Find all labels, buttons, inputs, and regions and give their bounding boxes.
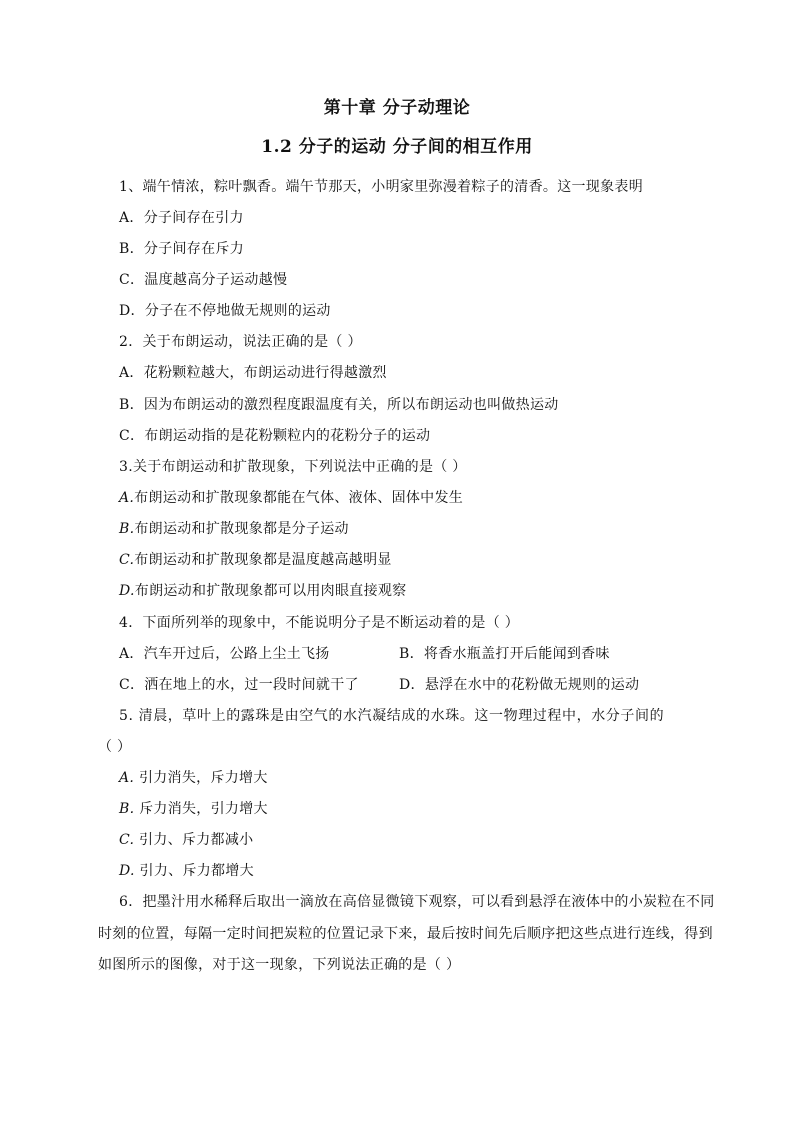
question-3-option-b [119,518,349,538]
question-2-option-a: A．花粉颗粒越大，布朗运动进行得越激烈 [119,365,387,381]
question-2-stem: 2．关于布朗运动，说法正确的是（ ） [119,334,362,350]
question-5-option-a [119,767,268,787]
question-4-stem: 4．下面所列举的现象中，不能说明分子是不断运动着的是（ ） [119,615,520,631]
question-2-option-b: B．因为布朗运动的激烈程度跟温度有关，所以布朗运动也叫做热运动 [119,397,559,413]
question-5-option-c [119,829,253,849]
question-3-option-d [119,580,406,600]
question-5-option-b [119,798,268,818]
question-3-stem: 3.关于布朗运动和扩散现象，下列说法中正确的是（ ） [119,459,467,475]
question-1-stem: 1、端午情浓，粽叶飘香。端午节那天，小明家里弥漫着粽子的清香。这一现象表明 [119,179,644,195]
question-5-stem: 5. 清晨，草叶上的露珠是由空气的水汽凝结成的水珠。这一物理过程中，水分子间的 [119,708,665,724]
question-3-option-c [119,549,392,569]
question-6-stem-continued-1: 时刻的位置，每隔一定时间把炭粒的位置记录下来，最后按时间先后顺序把这些点进行连线，得到 [98,926,713,942]
option-letter: B. [119,521,135,537]
option-letter: C. [119,832,135,848]
option-text: 引力、斥力都增大 [139,863,254,879]
option-letter: B. [119,801,135,817]
option-text: 引力消失，斥力增大 [138,770,268,786]
question-4-option-a: A．汽车开过后，公路上尘土飞扬 [119,646,330,662]
question-5-stem-continued: （ ） [98,739,132,755]
question-6-stem-continued-2: 如图所示的图像，对于这一现象，下列说法正确的是（ ） [98,957,461,973]
question-1-option-c: C．温度越高分子运动越慢 [119,272,288,288]
section-title: 1.2 分子的运动 分子间的相互作用 [261,137,533,157]
question-4-option-b: B．将香水瓶盖打开后能闻到香味 [399,646,610,662]
option-letter: A. [119,490,135,506]
question-3-option-a [119,487,463,507]
option-text: 斥力消失，引力增大 [139,801,268,817]
question-1-option-a: A．分子间存在引力 [119,210,244,226]
option-text: 引力、斥力都减小 [139,832,254,848]
question-1-option-d: D．分子在不停地做无规则的运动 [119,303,331,319]
question-2-option-c: C．布朗运动指的是花粉颗粒内的花粉分子的运动 [119,428,431,444]
option-text: 布朗运动和扩散现象都是分子运动 [134,521,349,537]
option-letter: D. [119,863,135,879]
option-text: 布朗运动和扩散现象都可以用肉眼直接观察 [134,583,407,599]
question-4-option-c: C．洒在地上的水，过一段时间就干了 [119,677,359,693]
question-1-option-b: B．分子间存在斥力 [119,241,244,257]
question-6-stem: 6．把墨汁用水稀释后取出一滴放在高倍显微镜下观察，可以看到悬浮在液体中的小炭粒在不同 [119,894,715,910]
option-letter: A. [119,770,135,786]
question-4-option-d: D．悬浮在水中的花粉做无规则的运动 [399,677,640,693]
option-text: 布朗运动和扩散现象都能在气体、液体、固体中发生 [134,490,464,506]
option-text: 布朗运动和扩散现象都是温度越高越明显 [134,552,392,568]
option-letter: D. [119,583,135,599]
chapter-title: 第十章 分子动理论 [323,98,471,118]
option-letter: C. [119,552,135,568]
question-5-option-d [119,860,254,880]
